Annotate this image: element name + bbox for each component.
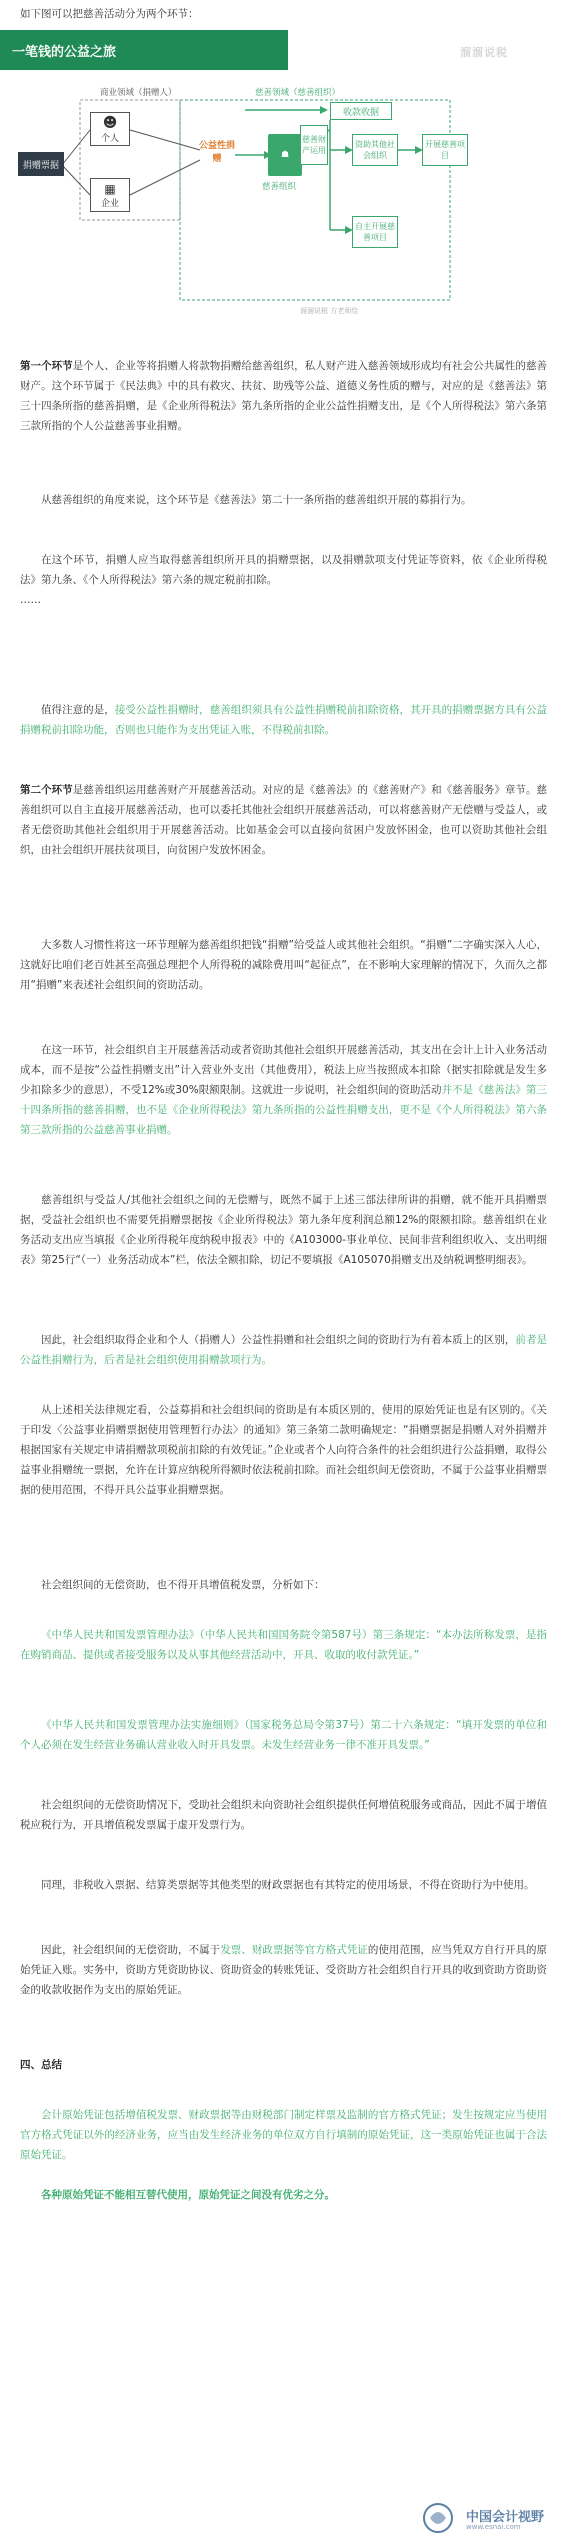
building-icon: ▦	[104, 181, 116, 196]
paragraph-17: 会计原始凭证包括增值税发票、财政票据等由财税部门制定样票及监制的官方格式凭证；发生按规定应当使用官方格式凭证以外的经济业务，应当由发生经济业务的单位双方自行填制的原始凭证，这一类原始凭证也属于合法原始凭证。	[20, 2109, 547, 2161]
section-heading: 四、总结	[20, 2059, 62, 2071]
charity-org-box	[268, 134, 302, 176]
paragraph-5	[20, 780, 547, 860]
logo-text: 中国会计视野	[466, 2510, 545, 2525]
fund-other-org-box: 资助其他社会组织	[352, 134, 398, 166]
paragraph-1	[20, 356, 547, 436]
paragraph-text: 是慈善组织运用慈善财产开展慈善活动。对应的是《慈善法》的《慈善财产》和《慈善服务》章节。慈善组织可以自主直接开展慈善活动，也可以委托其他社会组织开展慈善活动，可以将慈善财产无偿赠与受益人，或者无偿资助其他社会组织用于开展慈善活动。比如基金会可以直接向贫困户发放怀困金，也可以资助其他社会组织，由社会组织开展扶贫项目，向贫困户发放怀困金。	[20, 784, 548, 856]
paragraph-6: 大多数人习惯性将这一环节理解为慈善组织把钱“捐赠”给受益人或其他社会组织。“捐赠”二字确实深入人心，这就好比咱们老百姓甚至高强总理把个人所得税的减除费用叫“起征点”，在不影响大家理解的情况下，久而久之都用“捐赠”来表述社会组织间的资助活动。	[20, 939, 547, 991]
self-carry-project-box: 自主开展慈善项目	[352, 216, 398, 248]
intro-text: 如下图可以把慈善活动分为两个环节：	[20, 8, 199, 20]
paragraph-label: 第二个环节	[20, 784, 73, 796]
paragraph-4	[20, 700, 547, 740]
paragraph-pre: 值得注意的是，	[41, 704, 115, 716]
diagram-watermark: 溜溜说税	[460, 46, 508, 59]
paragraph-text-2: 的使用范围，应当凭双方自行开具的原始凭证入账。实务中，资助方凭资助协议、资助资金的转账凭证、受资助方社会组织自行开具的收到资助方资助资金的收款收据作为支出的原始凭证。	[20, 1944, 548, 1996]
paragraph-3: 在这个环节，捐赠人应当取得慈善组织所开具的捐赠票据，以及捐赠款项支付凭证等资料，依《企业所得税法》第九条、《个人所得税法》第六条的规定税前扣除。	[20, 554, 547, 586]
individual-label: 个人	[100, 133, 119, 144]
org-icon: ☗	[280, 150, 290, 160]
paragraph-text: 因此，社会组织取得企业和个人（捐赠人）公益性捐赠和社会组织之间的资助行为有着本质上的区别，	[41, 1334, 516, 1346]
paragraph-15: 同理，非税收入票据、结算类票据等其他类型的财政票据也有其特定的使用场景，不得在资助行为中使用。	[41, 1879, 535, 1891]
charity-flow-diagram	[0, 30, 567, 340]
paragraph-text: 因此，社会组织间的无偿资助，不属于	[41, 1944, 221, 1956]
paragraph-7	[20, 1040, 547, 1140]
public-welfare-label: 公益性捐赠	[198, 141, 235, 164]
receive-receipt-box: 收款收据	[330, 102, 392, 120]
paragraph-16	[20, 1940, 547, 2000]
paragraph-18: 各种原始凭证不能相互替代使用，原始凭证之间没有优劣之分。	[41, 2189, 335, 2201]
paragraph-label: 第一个环节	[20, 360, 73, 372]
enterprise-box	[90, 178, 130, 212]
charity-domain-label: 慈善领域（慈善组织）	[255, 88, 341, 98]
paragraph-14: 社会组织间的无偿资助情况下，受助社会组织未向资助社会组织提供任何增值税服务或商品，因此不属于增值税应税行为，开具增值税发票属于虚开发票行为。	[20, 1799, 547, 1831]
commercial-domain-label: 商业领域（捐赠人）	[100, 88, 177, 98]
donation-receipt-box: 捐赠票据	[18, 152, 64, 176]
logo-icon	[420, 2500, 460, 2536]
paragraph-10: 从上述相关法律规定看，公益募捐和社会组织间的资助是有本质区别的，使用的原始凭证也是有区别的。《关于印发〈公益事业捐赠票据使用管理暂行办法〉的通知》第三条第二款明确规定：“捐赠票据是捐赠人对外捐赠并根据国家有关规定申请捐赠款项税前扣除的有效凭证。”企业或者个人向符合条件的社会组织进行公益捐赠，取得公益事业捐赠统一票据，允许在计算应纳税所得额时依法税前扣除。而社会组织间无偿资助，不属于公益事业捐赠票据的使用范围，不得开具公益事业捐赠票据。	[20, 1404, 547, 1496]
paragraph-8: 慈善组织与受益人/其他社会组织之间的无偿赠与，既然不属于上述三部法律所讲的捐赠，就不能开具捐赠票据，受益社会组织也不需要凭捐赠票据按《企业所得税法》第九条年度利润总额12%的限额扣除。慈善组织在业务活动支出应当填报《企业所得税年度纳税申报表》中的《A103000-事业单位、民间非营利组织收入、支出明细表》第25行“（一）业务活动成本”栏，依法全额扣除，切记不要填报《A105070捐赠支出及纳税调整明细表》。	[20, 1194, 547, 1266]
enterprise-label: 企业	[100, 198, 119, 209]
paragraph-2: 从慈善组织的角度来说，这个环节是《慈善法》第二十一条所指的慈善组织开展的募捐行为。	[41, 494, 472, 506]
diagram-caption: 溜溜说税 方老师绘	[300, 307, 359, 315]
paragraph-12: 《中华人民共和国发票管理办法》（中华人民共和国国务院令第587号）第三条规定：“本办法所称发票，是指在购销商品、提供或者接受服务以及从事其他经营活动中，开具、收取的收付款凭证。”	[20, 1629, 547, 1661]
paragraph-text: 是个人、企业等将捐赠人将款物捐赠给慈善组织，私人财产进入慈善领域形成均有社会公共属性的慈善财产。这个环节属于《民法典》中的具有救灾、扶贫、助残等公益、道德义务性质的赠与，对应的是《慈善法》第三十四条所指的慈善捐赠，是《企业所得税法》第九条所指的企业公益性捐赠支出，是《个人所得税法》第六条第三款所指的个人公益慈善事业捐赠。	[20, 360, 548, 432]
paragraph-9	[20, 1330, 547, 1370]
person-icon: ☻	[102, 114, 118, 131]
charity-org-label: 慈善组织	[262, 182, 297, 192]
paragraph-highlight: 前者是公益性捐赠行为，后者是社会组织使用捐赠款项行为。	[20, 1334, 548, 1366]
paragraph-highlight: 发票、财政票据等官方格式凭证	[220, 1944, 368, 1956]
charity-property-box: 慈善财产运用	[300, 125, 328, 165]
carry-out-project-box: 开展慈善项目	[422, 134, 468, 166]
paragraph-13: 《中华人民共和国发票管理办法实施细则》（国家税务总局令第37号）第二十六条规定：“填开发票的单位和个人必须在发生经营业务确认营业收入时开具发票。未发生经营业务一律不准开具发票。”	[20, 1719, 547, 1751]
paragraph-3-cont: ……	[20, 594, 41, 606]
diagram-title: 一笔钱的公益之旅	[12, 45, 117, 60]
individual-box	[90, 112, 130, 146]
paragraph-text: 在这一环节，社会组织自主开展慈善活动或者资助其他社会组织开展慈善活动，其支出在会计上计入业务活动成本，而不是按“公益性捐赠支出”计入营业外支出（其他费用），税法上应当按照成本扣除（据实扣除就是发生多少扣除多少的意思），不受12%或30%限额限制。这就进一步说明，社会组织间的资助活动	[20, 1044, 547, 1096]
logo-url: www.esnai.com	[466, 2523, 521, 2531]
paragraph-highlight: 接受公益性捐赠时，慈善组织须具有公益性捐赠税前扣除资格，其开具的捐赠票据方具有公益捐赠税前扣除功能，否则也只能作为支出凭证入账，不得税前扣除。	[20, 704, 548, 736]
paragraph-11: 社会组织间的无偿资助，也不得开具增值税发票，分析如下：	[41, 1579, 325, 1591]
site-logo	[420, 2500, 560, 2536]
paragraph-highlight: 并不是《慈善法》第三十四条所指的慈善捐赠，也不是《企业所得税法》第九条所指的公益性捐赠支出，更不是《个人所得税法》第六条第三款所指的公益慈善事业捐赠。	[20, 1084, 547, 1136]
